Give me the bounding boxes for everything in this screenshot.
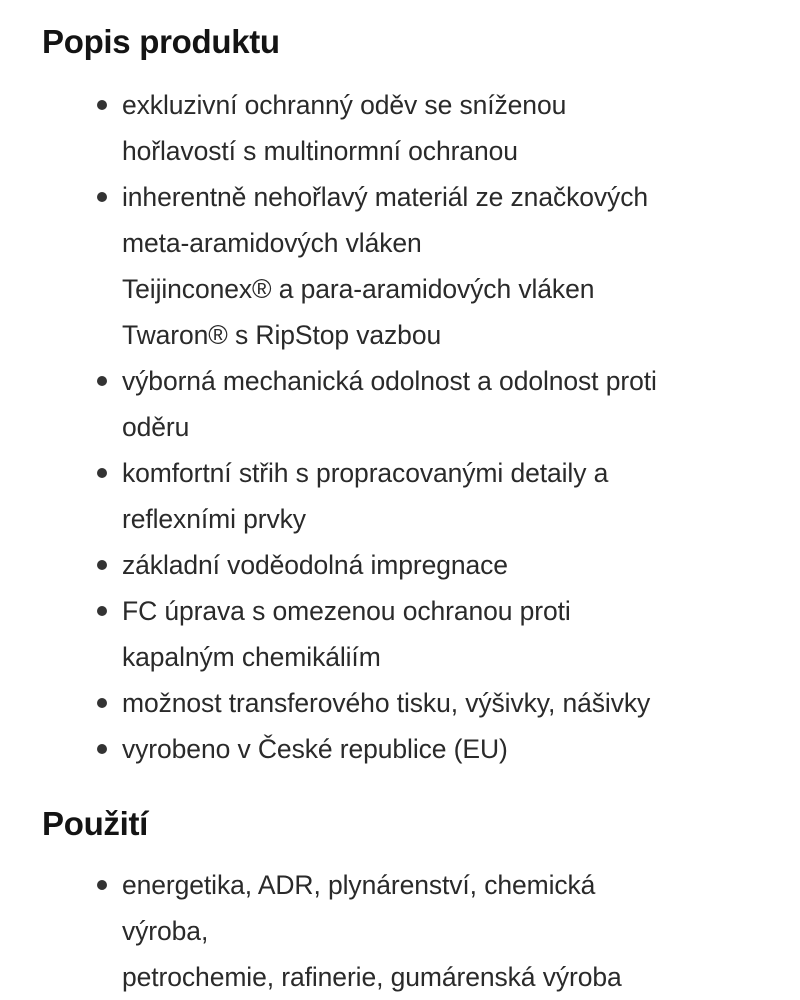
list-item-text: výborná mechanická odolnost a odolnost proti — [122, 366, 657, 396]
bullet-icon — [97, 880, 107, 890]
list-item — [122, 82, 800, 174]
bullet-icon — [97, 744, 107, 754]
list-item — [122, 358, 800, 450]
list-item-text: oděru — [122, 412, 190, 442]
list-item — [122, 174, 800, 358]
bullet-icon — [97, 468, 107, 478]
list-item-text: hořlavostí s multinormní ochranou — [122, 136, 518, 166]
bullet-icon — [97, 376, 107, 386]
list-item-text: Teijinconex® a para-aramidových vláken — [122, 274, 595, 304]
list-item-text: petrochemie, rafinerie, gumárenská výroba — [122, 962, 622, 992]
list-item-text: komfortní střih s propracovanými detaily a — [122, 458, 609, 488]
list-item-text: FC úprava s omezenou ochranou proti — [122, 596, 571, 626]
list-item — [122, 726, 800, 772]
description-list — [42, 82, 800, 772]
list-item-text: exkluzivní ochranný oděv se sníženou — [122, 90, 567, 120]
usage-list — [42, 862, 800, 1000]
list-item-text: Twaron® s RipStop vazbou — [122, 320, 442, 350]
list-item-text: meta-aramidových vláken — [122, 228, 422, 258]
list-item-text: inherentně nehořlavý materiál ze značkových — [122, 182, 648, 212]
list-item-text: výroba, — [122, 916, 209, 946]
list-item — [122, 680, 800, 726]
bullet-icon — [97, 100, 107, 110]
bullet-icon — [97, 698, 107, 708]
list-item — [122, 862, 800, 1000]
list-item-text: možnost transferového tisku, výšivky, nášivky — [122, 688, 651, 718]
list-item — [122, 588, 800, 680]
list-item-text: vyrobeno v České republice (EU) — [122, 734, 508, 764]
bullet-icon — [97, 192, 107, 202]
usage-heading: Použití — [42, 805, 149, 842]
description-heading: Popis produktu — [42, 23, 280, 60]
list-item-text: energetika, ADR, plynárenství, chemická — [122, 870, 596, 900]
list-item-text: základní voděodolná impregnace — [122, 550, 508, 580]
bullet-icon — [97, 606, 107, 616]
list-item-text: kapalným chemikáliím — [122, 642, 381, 672]
list-item-text: reflexními prvky — [122, 504, 306, 534]
list-item — [122, 450, 800, 542]
bullet-icon — [97, 560, 107, 570]
list-item — [122, 542, 800, 588]
